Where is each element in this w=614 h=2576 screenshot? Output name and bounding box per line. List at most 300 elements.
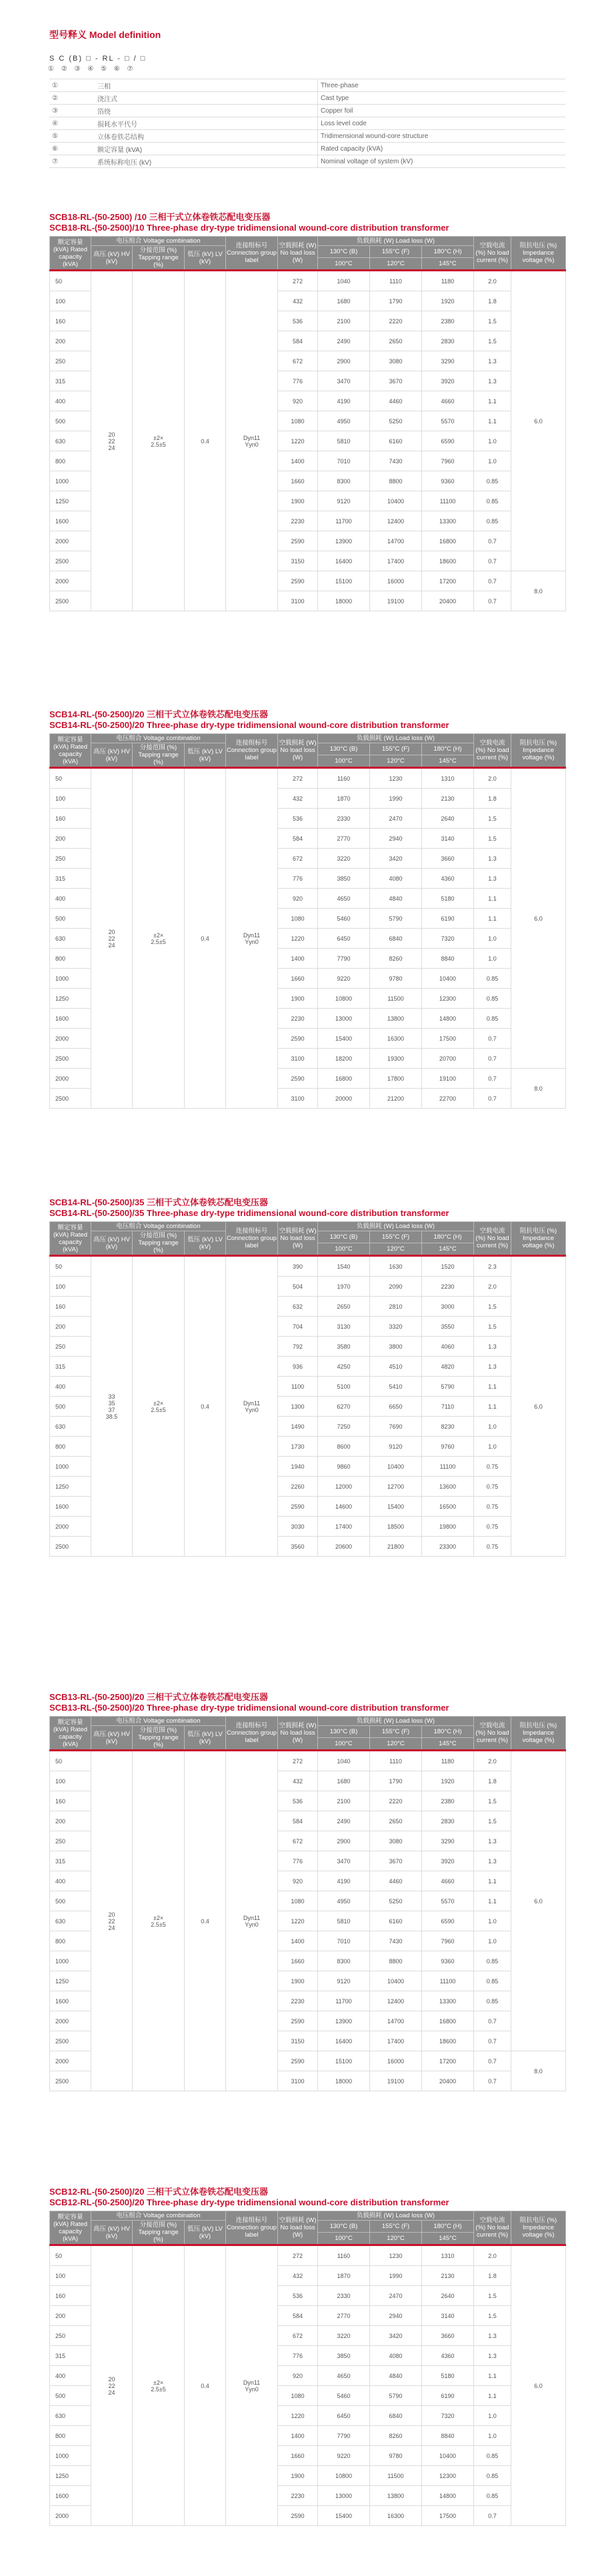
cell-load-130: 14600 xyxy=(318,1497,370,1517)
header-noload: 空载损耗 (W) No load loss (W) xyxy=(278,1717,318,1751)
header-load: 负载损耗 (W) Load loss (W) xyxy=(318,734,474,743)
cell-capacity: 2000 xyxy=(50,2011,91,2031)
cell-load-130: 4650 xyxy=(318,2366,370,2386)
cell-capacity: 400 xyxy=(50,1377,91,1397)
header-connection: 连接组标号 Connection group label xyxy=(226,237,278,271)
cell-load-155: 2220 xyxy=(370,1791,422,1811)
header-t100: 100°C xyxy=(318,1243,370,1255)
cell-load-180: 7960 xyxy=(422,451,474,471)
cell-load-180: 1310 xyxy=(422,768,474,789)
cell-load-180: 3140 xyxy=(422,2306,474,2326)
cell-connection: Dyn11 Yyn0 xyxy=(226,768,278,1109)
table-row xyxy=(50,2245,566,2266)
cell-capacity: 630 xyxy=(50,929,91,949)
cell-capacity: 200 xyxy=(50,331,91,351)
definition-row xyxy=(49,79,565,92)
cell-load-180: 1920 xyxy=(422,1771,474,1791)
cell-load-180: 5570 xyxy=(422,1891,474,1911)
cell-load-180: 2230 xyxy=(422,1277,474,1297)
cell-noload: 272 xyxy=(278,768,318,789)
header-current: 空载电流 (%) No load current (%) xyxy=(474,2211,511,2245)
cell-load-155: 3420 xyxy=(370,849,422,869)
cell-load-130: 3850 xyxy=(318,869,370,889)
cell-load-155: 10400 xyxy=(370,491,422,511)
cell-load-130: 2770 xyxy=(318,2306,370,2326)
table-row xyxy=(50,1256,566,1277)
cell-noload: 1940 xyxy=(278,1457,318,1477)
header-t155: 155°C (F) xyxy=(370,743,422,755)
cell-load-130: 1680 xyxy=(318,1771,370,1791)
cell-noload: 672 xyxy=(278,2326,318,2346)
cell-load-155: 5250 xyxy=(370,411,422,431)
header-t145: 145°C xyxy=(422,1243,474,1255)
cell-noload: 3100 xyxy=(278,1049,318,1069)
header-connection: 连接组标号 Connection group label xyxy=(226,734,278,768)
cell-load-180: 3660 xyxy=(422,2326,474,2346)
header-t180: 180°C (H) xyxy=(422,1726,474,1738)
cell-lv: 0.4 xyxy=(185,1256,226,1557)
cell-capacity: 250 xyxy=(50,351,91,371)
cell-current: 1.0 xyxy=(474,431,511,451)
cell-current: 2.0 xyxy=(474,2245,511,2266)
cell-load-180: 3550 xyxy=(422,1317,474,1337)
definition-number: ① xyxy=(49,79,95,92)
cell-capacity: 100 xyxy=(50,2266,91,2286)
cell-noload: 1220 xyxy=(278,929,318,949)
cell-noload: 3100 xyxy=(278,2071,318,2091)
cell-noload: 776 xyxy=(278,869,318,889)
header-noload: 空载损耗 (W) No load loss (W) xyxy=(278,237,318,271)
cell-capacity: 1250 xyxy=(50,1971,91,1991)
cell-load-130: 7790 xyxy=(318,949,370,969)
cell-load-180: 3660 xyxy=(422,849,474,869)
cell-load-155: 1230 xyxy=(370,768,422,789)
cell-load-130: 1040 xyxy=(318,271,370,291)
cell-load-155: 12400 xyxy=(370,1991,422,2011)
cell-current: 0.85 xyxy=(474,471,511,491)
cell-load-130: 9220 xyxy=(318,969,370,989)
cell-load-180: 17200 xyxy=(422,571,474,591)
cell-capacity: 200 xyxy=(50,2306,91,2326)
cell-load-155: 8260 xyxy=(370,949,422,969)
section-title-cn: SCB13-RL-(50-2500)/20 三相干式立体卷铁芯配电变压器 xyxy=(49,1692,268,1702)
header-impedance: 阻抗电压 (%) Impedance voltage (%) xyxy=(511,734,566,768)
cell-hv: 20 22 24 xyxy=(91,1751,133,2091)
cell-load-180: 9360 xyxy=(422,1951,474,1971)
cell-current: 0.85 xyxy=(474,511,511,531)
cell-current: 1.1 xyxy=(474,2386,511,2406)
cell-load-155: 13800 xyxy=(370,1009,422,1029)
cell-current: 0.85 xyxy=(474,1951,511,1971)
cell-load-130: 11700 xyxy=(318,511,370,531)
cell-load-155: 1790 xyxy=(370,291,422,311)
cell-load-130: 2490 xyxy=(318,331,370,351)
cell-current: 1.0 xyxy=(474,2406,511,2426)
cell-load-130: 2490 xyxy=(318,1811,370,1831)
cell-load-155: 2650 xyxy=(370,1811,422,1831)
cell-noload: 1490 xyxy=(278,1417,318,1437)
cell-noload: 3100 xyxy=(278,591,318,611)
cell-current: 0.7 xyxy=(474,531,511,551)
header-t180: 180°C (H) xyxy=(422,743,474,755)
cell-hv: 20 22 24 xyxy=(91,271,133,611)
cell-noload: 792 xyxy=(278,1337,318,1357)
cell-connection: Dyn11 Yyn0 xyxy=(226,271,278,611)
cell-capacity: 1000 xyxy=(50,1457,91,1477)
cell-load-155: 21200 xyxy=(370,1089,422,1109)
cell-load-155: 3080 xyxy=(370,1831,422,1851)
cell-capacity: 315 xyxy=(50,371,91,391)
cell-load-180: 8840 xyxy=(422,2426,474,2446)
cell-capacity: 800 xyxy=(50,1931,91,1951)
cell-load-155: 10400 xyxy=(370,1457,422,1477)
definition-english: Nominal voltage of system (kV) xyxy=(318,155,566,168)
cell-noload: 1220 xyxy=(278,2406,318,2426)
section-title-en: SCB14-RL-(50-2500)/35 Three-phase dry-type tridimensional wound-core distribution transformer xyxy=(49,1208,449,1218)
cell-capacity: 250 xyxy=(50,1831,91,1851)
section-title-en: SCB12-RL-(50-2500)/20 Three-phase dry-type tridimensional wound-core distribution transformer xyxy=(49,2197,449,2207)
header-t120: 120°C xyxy=(370,2232,422,2245)
cell-noload: 584 xyxy=(278,1811,318,1831)
cell-load-130: 5460 xyxy=(318,909,370,929)
cell-load-130: 2330 xyxy=(318,2286,370,2306)
cell-current: 1.8 xyxy=(474,2266,511,2286)
header-t120: 120°C xyxy=(370,1737,422,1750)
cell-current: 0.85 xyxy=(474,2446,511,2466)
cell-load-155: 2810 xyxy=(370,1297,422,1317)
definition-english: Three-phase xyxy=(318,79,566,92)
cell-current: 0.7 xyxy=(474,2011,511,2031)
cell-load-155: 2470 xyxy=(370,809,422,829)
cell-noload: 1400 xyxy=(278,451,318,471)
cell-load-180: 16800 xyxy=(422,2011,474,2031)
cell-load-180: 17500 xyxy=(422,2506,474,2526)
cell-current: 1.0 xyxy=(474,1931,511,1951)
cell-load-180: 3000 xyxy=(422,1297,474,1317)
cell-noload: 584 xyxy=(278,829,318,849)
cell-load-180: 5790 xyxy=(422,1377,474,1397)
cell-load-130: 1870 xyxy=(318,2266,370,2286)
cell-noload: 3150 xyxy=(278,2031,318,2051)
cell-load-130: 15400 xyxy=(318,2506,370,2526)
header-t130: 130°C (B) xyxy=(318,1231,370,1243)
cell-load-155: 19300 xyxy=(370,1049,422,1069)
model-code-numbers: ① ② ③ ④ ⑤ ⑥ ⑦ xyxy=(48,65,136,73)
cell-load-180: 10400 xyxy=(422,969,474,989)
cell-load-130: 3130 xyxy=(318,1317,370,1337)
cell-load-180: 20400 xyxy=(422,2071,474,2091)
cell-noload: 1080 xyxy=(278,909,318,929)
cell-current: 1.3 xyxy=(474,1851,511,1871)
definition-chinese: 三相 xyxy=(95,79,318,92)
cell-noload: 920 xyxy=(278,889,318,909)
cell-noload: 1220 xyxy=(278,431,318,451)
cell-load-180: 3920 xyxy=(422,371,474,391)
cell-current: 2.0 xyxy=(474,768,511,789)
cell-load-130: 4250 xyxy=(318,1357,370,1377)
cell-capacity: 2000 xyxy=(50,1029,91,1049)
cell-capacity: 2500 xyxy=(50,591,91,611)
cell-capacity: 160 xyxy=(50,2286,91,2306)
cell-noload: 1900 xyxy=(278,2466,318,2486)
cell-current: 1.0 xyxy=(474,1417,511,1437)
header-tap: 分接范围 (%) Tapping range (%) xyxy=(133,743,185,768)
cell-load-155: 21800 xyxy=(370,1537,422,1557)
definition-row xyxy=(49,117,565,130)
header-t120: 120°C xyxy=(370,755,422,767)
definition-row xyxy=(49,130,565,143)
cell-capacity: 2500 xyxy=(50,1089,91,1109)
cell-load-180: 4360 xyxy=(422,2346,474,2366)
cell-load-130: 9120 xyxy=(318,491,370,511)
cell-capacity: 2000 xyxy=(50,571,91,591)
cell-load-130: 3580 xyxy=(318,1337,370,1357)
cell-load-155: 16300 xyxy=(370,1029,422,1049)
definition-chinese: 立体卷铁芯结构 xyxy=(95,130,318,143)
header-t100: 100°C xyxy=(318,257,370,270)
cell-load-180: 3290 xyxy=(422,1831,474,1851)
header-impedance: 阻抗电压 (%) Impedance voltage (%) xyxy=(511,237,566,271)
cell-load-180: 4820 xyxy=(422,1357,474,1377)
cell-load-180: 9760 xyxy=(422,1437,474,1457)
cell-impedance: 8.0 xyxy=(511,571,566,611)
cell-capacity: 1250 xyxy=(50,491,91,511)
cell-load-130: 6270 xyxy=(318,1397,370,1417)
cell-capacity: 1600 xyxy=(50,1991,91,2011)
definition-number: ② xyxy=(49,92,95,105)
cell-load-155: 19100 xyxy=(370,2071,422,2091)
table-row xyxy=(50,271,566,291)
cell-current: 1.5 xyxy=(474,311,511,331)
cell-noload: 776 xyxy=(278,371,318,391)
cell-current: 0.7 xyxy=(474,551,511,571)
cell-load-130: 6450 xyxy=(318,929,370,949)
cell-load-130: 1540 xyxy=(318,1256,370,1277)
cell-load-155: 16300 xyxy=(370,2506,422,2526)
header-impedance: 阻抗电压 (%) Impedance voltage (%) xyxy=(511,2211,566,2245)
cell-load-130: 7010 xyxy=(318,1931,370,1951)
cell-load-130: 3850 xyxy=(318,2346,370,2366)
cell-tap: ±2× 2.5±5 xyxy=(133,768,185,1109)
cell-current: 1.3 xyxy=(474,1831,511,1851)
cell-load-130: 5810 xyxy=(318,431,370,451)
cell-load-180: 1310 xyxy=(422,2245,474,2266)
cell-tap: ±2× 2.5±5 xyxy=(133,1751,185,2091)
cell-noload: 3100 xyxy=(278,1089,318,1109)
cell-impedance: 8.0 xyxy=(511,1069,566,1109)
cell-current: 0.7 xyxy=(474,1069,511,1089)
cell-capacity: 315 xyxy=(50,1851,91,1871)
definition-row xyxy=(49,92,565,105)
header-tap: 分接范围 (%) Tapping range (%) xyxy=(133,1726,185,1751)
cell-capacity: 2000 xyxy=(50,1517,91,1537)
header-t130: 130°C (B) xyxy=(318,743,370,755)
cell-load-130: 3470 xyxy=(318,371,370,391)
spec-table xyxy=(49,2211,566,2526)
cell-load-130: 9860 xyxy=(318,1457,370,1477)
definition-english: Tridimensional wound-core structure xyxy=(318,130,566,143)
cell-current: 1.0 xyxy=(474,1911,511,1931)
cell-load-155: 6160 xyxy=(370,1911,422,1931)
cell-load-180: 11100 xyxy=(422,491,474,511)
header-connection: 连接组标号 Connection group label xyxy=(226,2211,278,2245)
cell-load-180: 1180 xyxy=(422,1751,474,1771)
cell-current: 0.85 xyxy=(474,969,511,989)
cell-load-180: 2640 xyxy=(422,809,474,829)
cell-load-155: 13800 xyxy=(370,2486,422,2506)
cell-current: 0.85 xyxy=(474,1009,511,1029)
cell-load-130: 13900 xyxy=(318,531,370,551)
cell-load-130: 2900 xyxy=(318,1831,370,1851)
cell-current: 1.3 xyxy=(474,2346,511,2366)
cell-capacity: 500 xyxy=(50,2386,91,2406)
cell-noload: 3030 xyxy=(278,1517,318,1537)
cell-load-155: 14700 xyxy=(370,531,422,551)
cell-load-130: 20000 xyxy=(318,1089,370,1109)
cell-current: 1.0 xyxy=(474,2426,511,2446)
cell-noload: 1900 xyxy=(278,1971,318,1991)
definition-english: Loss level code xyxy=(318,117,566,130)
header-t100: 100°C xyxy=(318,755,370,767)
cell-load-180: 2830 xyxy=(422,331,474,351)
cell-load-130: 18200 xyxy=(318,1049,370,1069)
cell-noload: 536 xyxy=(278,1791,318,1811)
cell-load-155: 4510 xyxy=(370,1357,422,1377)
cell-capacity: 1000 xyxy=(50,471,91,491)
cell-capacity: 50 xyxy=(50,768,91,789)
section-title-cn: SCB14-RL-(50-2500)/35 三相干式立体卷铁芯配电变压器 xyxy=(49,1197,268,1207)
cell-current: 0.85 xyxy=(474,491,511,511)
cell-capacity: 400 xyxy=(50,391,91,411)
cell-capacity: 50 xyxy=(50,2245,91,2266)
cell-load-155: 16000 xyxy=(370,571,422,591)
cell-lv: 0.4 xyxy=(185,1751,226,2091)
cell-tap: ±2× 2.5±5 xyxy=(133,271,185,611)
model-definition-table xyxy=(49,79,565,168)
cell-capacity: 50 xyxy=(50,1256,91,1277)
cell-load-155: 18500 xyxy=(370,1517,422,1537)
cell-current: 1.1 xyxy=(474,1377,511,1397)
cell-load-130: 15100 xyxy=(318,2051,370,2071)
cell-noload: 1900 xyxy=(278,989,318,1009)
cell-load-155: 1110 xyxy=(370,271,422,291)
cell-load-180: 16800 xyxy=(422,531,474,551)
cell-load-155: 9780 xyxy=(370,2446,422,2466)
definition-chinese: 浇注式 xyxy=(95,92,318,105)
cell-load-130: 4950 xyxy=(318,411,370,431)
cell-current: 1.5 xyxy=(474,809,511,829)
header-voltage: 电压组合 Voltage combination xyxy=(91,2211,226,2221)
cell-noload: 536 xyxy=(278,809,318,829)
cell-load-155: 17400 xyxy=(370,2031,422,2051)
header-hv: 高压 (kV) HV (kV) xyxy=(91,743,133,768)
definition-english: Rated capacity (kVA) xyxy=(318,143,566,155)
cell-load-130: 18000 xyxy=(318,591,370,611)
cell-current: 1.0 xyxy=(474,1437,511,1457)
definition-number: ⑥ xyxy=(49,143,95,155)
cell-load-180: 7320 xyxy=(422,2406,474,2426)
spec-table xyxy=(49,236,566,611)
cell-load-180: 12300 xyxy=(422,989,474,1009)
cell-load-130: 2900 xyxy=(318,351,370,371)
spec-table xyxy=(49,733,566,1109)
cell-current: 1.8 xyxy=(474,789,511,809)
cell-load-155: 1630 xyxy=(370,1256,422,1277)
cell-load-180: 4360 xyxy=(422,869,474,889)
cell-current: 1.1 xyxy=(474,1871,511,1891)
cell-noload: 390 xyxy=(278,1256,318,1277)
cell-current: 0.7 xyxy=(474,2071,511,2091)
cell-load-155: 12400 xyxy=(370,511,422,531)
cell-lv: 0.4 xyxy=(185,768,226,1109)
cell-current: 1.0 xyxy=(474,451,511,471)
header-t180: 180°C (H) xyxy=(422,2221,474,2233)
header-lv: 低压 (kV) LV (kV) xyxy=(185,743,226,768)
header-t145: 145°C xyxy=(422,2232,474,2245)
cell-capacity: 1250 xyxy=(50,1477,91,1497)
cell-current: 1.1 xyxy=(474,889,511,909)
cell-load-130: 2330 xyxy=(318,809,370,829)
cell-load-130: 9120 xyxy=(318,1971,370,1991)
cell-load-180: 6190 xyxy=(422,2386,474,2406)
cell-capacity: 400 xyxy=(50,889,91,909)
cell-load-180: 1920 xyxy=(422,291,474,311)
cell-load-130: 8300 xyxy=(318,1951,370,1971)
cell-capacity: 250 xyxy=(50,849,91,869)
table-row xyxy=(50,768,566,789)
header-hv: 高压 (kV) HV (kV) xyxy=(91,246,133,271)
cell-capacity: 200 xyxy=(50,1317,91,1337)
cell-current: 2.0 xyxy=(474,1277,511,1297)
cell-capacity: 500 xyxy=(50,909,91,929)
cell-noload: 3150 xyxy=(278,551,318,571)
header-load: 负载损耗 (W) Load loss (W) xyxy=(318,2211,474,2221)
header-hv: 高压 (kV) HV (kV) xyxy=(91,1726,133,1751)
cell-load-155: 3420 xyxy=(370,2326,422,2346)
cell-load-155: 6650 xyxy=(370,1397,422,1417)
cell-current: 1.3 xyxy=(474,371,511,391)
cell-noload: 2260 xyxy=(278,1477,318,1497)
cell-noload: 1400 xyxy=(278,1931,318,1951)
cell-load-180: 2380 xyxy=(422,1791,474,1811)
header-impedance: 阻抗电压 (%) Impedance voltage (%) xyxy=(511,1222,566,1256)
cell-capacity: 2500 xyxy=(50,1537,91,1557)
section-title-cn: SCB14-RL-(50-2500)/20 三相干式立体卷铁芯配电变压器 xyxy=(49,709,268,719)
cell-capacity: 630 xyxy=(50,2406,91,2426)
cell-load-180: 20400 xyxy=(422,591,474,611)
cell-load-180: 12300 xyxy=(422,2466,474,2486)
cell-noload: 1400 xyxy=(278,2426,318,2446)
cell-load-155: 14700 xyxy=(370,2011,422,2031)
cell-current: 0.75 xyxy=(474,1517,511,1537)
cell-load-155: 8800 xyxy=(370,471,422,491)
header-voltage: 电压组合 Voltage combination xyxy=(91,1222,226,1231)
definition-number: ⑤ xyxy=(49,130,95,143)
cell-load-130: 10800 xyxy=(318,2466,370,2486)
cell-current: 0.75 xyxy=(474,1497,511,1517)
cell-capacity: 1600 xyxy=(50,1009,91,1029)
cell-current: 0.85 xyxy=(474,989,511,1009)
cell-noload: 584 xyxy=(278,331,318,351)
cell-load-130: 6450 xyxy=(318,2406,370,2426)
header-connection: 连接组标号 Connection group label xyxy=(226,1222,278,1256)
cell-current: 0.75 xyxy=(474,1537,511,1557)
table-row xyxy=(50,1751,566,1771)
cell-load-180: 2130 xyxy=(422,2266,474,2286)
cell-noload: 1080 xyxy=(278,1891,318,1911)
cell-current: 2.0 xyxy=(474,271,511,291)
cell-load-180: 11100 xyxy=(422,1457,474,1477)
